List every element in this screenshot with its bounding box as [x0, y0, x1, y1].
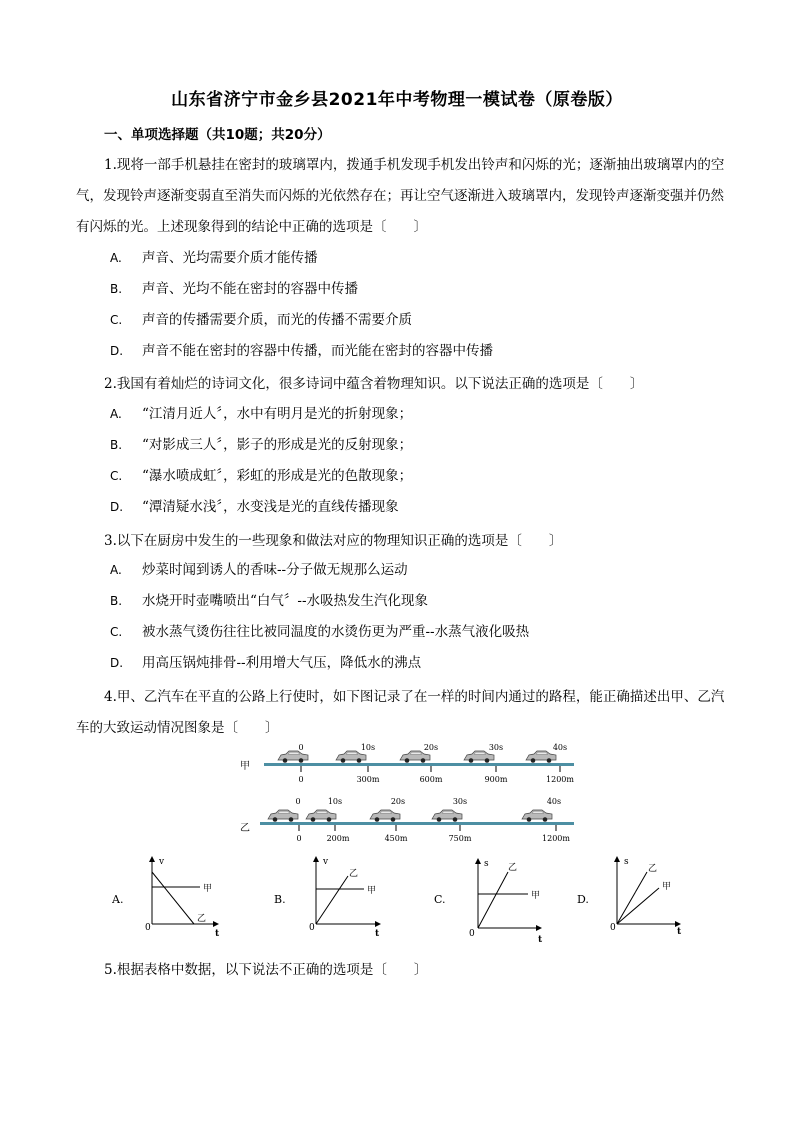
option-letter: B.	[110, 438, 123, 452]
origin-label: 0	[145, 923, 151, 933]
time-label: 0	[298, 743, 304, 752]
option-text: 被水蒸气烫伤往往比被同温度的水烫伤更为严重--水蒸气液化吸热	[142, 624, 530, 640]
graph-letter: A.	[112, 893, 124, 906]
q3-option-c[interactable]	[110, 622, 529, 642]
q1-option-a[interactable]	[110, 248, 318, 268]
q2-option-a[interactable]	[110, 404, 412, 424]
time-label: 40s	[546, 797, 562, 806]
time-label: 0	[295, 797, 301, 806]
distance-label: 0	[296, 834, 302, 843]
q2-option-d[interactable]	[110, 497, 399, 517]
distance-label: 200m	[326, 834, 350, 843]
time-label: 10s	[327, 797, 343, 806]
distance-label: 450m	[384, 834, 408, 843]
option-text: 声音的传播需要介质，而光的传播不需要介质	[142, 312, 412, 328]
option-text: “江清月近人〞，水中有明月是光的折射现象；	[142, 406, 413, 422]
origin-label: 0	[610, 923, 616, 933]
row-jia-label: 甲	[240, 761, 250, 772]
distance-label: 0	[298, 775, 304, 784]
y-axis-label: s	[624, 857, 629, 867]
y-axis-label: s	[484, 859, 489, 869]
option-text: 用高压锅炖排骨--利用增大气压，降低水的沸点	[142, 655, 422, 671]
line-yi	[316, 876, 348, 924]
option-text: 水烧开时壶嘴喷出“白气〞--水吸热发生汽化现象	[142, 593, 429, 609]
option-text: “潭清疑水浅〞，水变浅是光的直线传播现象	[142, 499, 399, 515]
line-jia	[617, 888, 659, 924]
q1-option-c[interactable]	[110, 310, 412, 330]
label-jia: 甲	[531, 891, 541, 901]
distance-label: 1200m	[542, 834, 570, 843]
time-label: 20s	[390, 797, 406, 806]
road-yi	[260, 822, 574, 825]
q2-option-b[interactable]	[110, 435, 412, 455]
q1-option-d[interactable]	[110, 341, 493, 361]
label-yi: 乙	[197, 914, 207, 924]
y-axis-label: v	[323, 857, 329, 867]
car-jia-1	[336, 751, 366, 763]
label-yi: 乙	[508, 863, 518, 873]
q3-option-a[interactable]	[110, 560, 408, 580]
label-jia: 甲	[203, 884, 213, 894]
graph-letter: B.	[274, 893, 286, 906]
label-jia: 甲	[367, 886, 377, 896]
distance-label: 300m	[356, 775, 380, 784]
question-5-stem: 5.根据表格中数据，以下说法不正确的选项是〔 〕	[104, 962, 428, 978]
graph-option-b[interactable]	[274, 852, 394, 938]
option-letter: D.	[110, 500, 124, 514]
distance-label: 600m	[419, 775, 443, 784]
graph-letter: C.	[434, 893, 446, 906]
option-letter: D.	[110, 656, 124, 670]
line-yi	[152, 872, 194, 924]
car-yi-1	[306, 810, 336, 822]
time-label: 10s	[360, 743, 376, 752]
option-letter: A.	[110, 563, 122, 577]
option-text: “对影成三人〞，影子的形成是光的反射现象；	[142, 437, 413, 453]
label-yi: 乙	[349, 869, 359, 879]
graph-option-c[interactable]	[434, 852, 554, 944]
q3-option-d[interactable]	[110, 653, 421, 673]
option-text: 声音、光均需要介质才能传播	[142, 250, 318, 266]
car-yi-2	[370, 810, 400, 822]
question-3-stem: 3.以下在厨房中发生的一些现象和做法对应的物理知识正确的选项是〔 〕	[104, 533, 563, 549]
question-4-stem: 4.甲、乙汽车在平直的公路上行使时，如下图记录了在一样的时间内通过的路程，能正确描述出甲、乙汽车的大致运动情况图象是〔 〕	[76, 689, 725, 736]
y-axis-label: v	[159, 857, 165, 867]
option-letter: C.	[110, 625, 123, 639]
row-yi-label: 乙	[240, 823, 250, 834]
distance-label: 750m	[448, 834, 472, 843]
line-yi	[478, 872, 508, 928]
origin-label: 0	[309, 923, 315, 933]
graph-option-d[interactable]	[577, 852, 697, 938]
option-letter: A.	[110, 407, 122, 421]
road-jia	[264, 763, 574, 766]
graph-option-a[interactable]	[112, 852, 232, 938]
x-axis-label: t	[677, 927, 682, 937]
label-jia: 甲	[662, 882, 672, 892]
option-text: 声音、光均不能在密封的容器中传播	[142, 281, 358, 297]
option-letter: D.	[110, 344, 124, 358]
time-label: 30s	[488, 743, 504, 752]
option-letter: B.	[110, 594, 123, 608]
q1-option-b[interactable]	[110, 279, 358, 299]
option-letter: B.	[110, 282, 123, 296]
section-heading: 一、单项选择题（共10题；共20分）	[104, 127, 331, 143]
question-1-stem: 1.现将一部手机悬挂在密封的玻璃罩内，拨通手机发现手机发出铃声和闪烁的光；逐渐抽出玻璃罩内的空气，发现铃声逐渐变弱直至消失而闪烁的光依然存在；再让空气逐渐进入玻璃罩内，发现铃声逐渐变强并仍然有闪烁的光。上述现象得到的结论中正确的选项是〔 〕	[76, 157, 725, 235]
option-letter: C.	[110, 313, 123, 327]
car-jia-4	[526, 751, 556, 763]
motion-diagram	[238, 740, 578, 850]
x-axis-label: t	[215, 929, 220, 938]
graph-letter: D.	[577, 893, 589, 906]
line-yi	[617, 872, 647, 924]
option-letter: A.	[110, 251, 122, 265]
car-jia-0	[278, 751, 308, 763]
car-yi-3	[432, 810, 462, 822]
distance-label: 900m	[484, 775, 508, 784]
q3-option-b[interactable]	[110, 591, 428, 611]
label-yi: 乙	[648, 864, 658, 874]
option-text: “瀑水喷成虹〞，彩虹的形成是光的色散现象；	[142, 468, 413, 484]
origin-label: 0	[469, 929, 475, 939]
car-yi-4	[522, 810, 552, 822]
page-title: 山东省济宁市金乡县2021年中考物理一模试卷（原卷版）	[171, 90, 623, 110]
car-yi-0	[268, 810, 298, 822]
option-letter: C.	[110, 469, 123, 483]
x-axis-label: t	[375, 929, 380, 938]
q2-option-c[interactable]	[110, 466, 412, 486]
x-axis-label: t	[538, 935, 543, 944]
option-text: 炒菜时闻到诱人的香味--分子做无规那么运动	[142, 562, 408, 578]
time-label: 40s	[552, 743, 568, 752]
car-jia-2	[400, 751, 430, 763]
time-label: 20s	[423, 743, 439, 752]
option-text: 声音不能在密封的容器中传播，而光能在密封的容器中传播	[142, 343, 493, 359]
distance-label: 1200m	[546, 775, 574, 784]
question-2-stem: 2.我国有着灿烂的诗词文化，很多诗词中蕴含着物理知识。以下说法正确的选项是〔 〕	[104, 376, 644, 392]
time-label: 30s	[452, 797, 468, 806]
car-jia-3	[464, 751, 494, 763]
